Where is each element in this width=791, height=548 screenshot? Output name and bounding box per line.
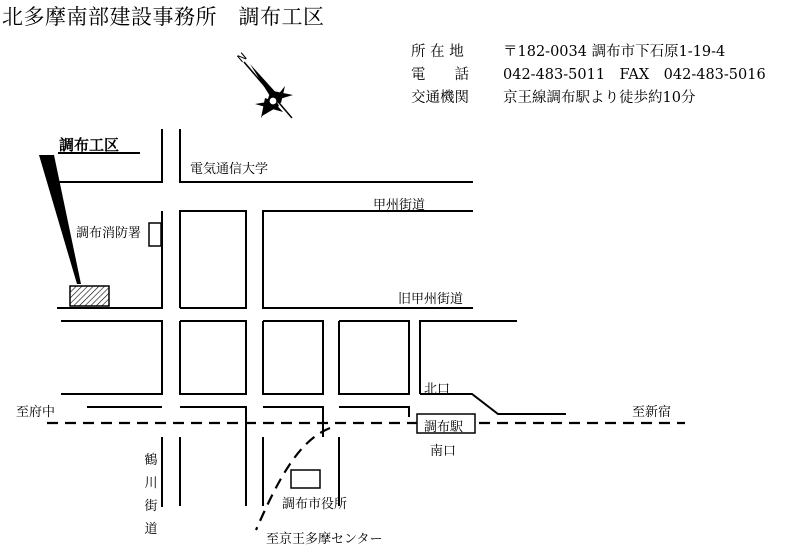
chofu-station-label: 調布駅 — [424, 420, 464, 435]
tsurukawa-char: 鶴 — [144, 453, 158, 468]
office-pointer — [39, 155, 81, 284]
to-fuchu-label: 至府中 — [16, 405, 56, 420]
city-hall-box — [291, 470, 320, 488]
north-letter: N — [234, 50, 250, 66]
tsurukawa-char: 道 — [144, 522, 158, 537]
city-hall-label: 調布市役所 — [282, 497, 348, 512]
to-shinjuku-label: 至新宿 — [632, 405, 672, 420]
compass-rose — [235, 50, 293, 118]
page-title: 北多摩南部建設事務所 調布工区 — [2, 5, 325, 29]
old-koshu-kaido-label: 旧甲州街道 — [398, 292, 464, 307]
koshu-kaido-label: 甲州街道 — [373, 198, 426, 213]
office-building — [70, 286, 109, 306]
transit-value: 京王線調布駅より徒歩約10分 — [503, 90, 696, 106]
north-exit-road — [420, 394, 566, 414]
road-segment — [339, 407, 409, 417]
transit-label: 交通機関 — [411, 90, 469, 106]
uec-label: 電気通信大学 — [190, 162, 269, 177]
city-block — [180, 211, 246, 308]
city-block — [339, 321, 409, 394]
city-block — [263, 321, 323, 394]
phone-label: 電 話 — [411, 67, 469, 83]
south-exit-label: 南口 — [430, 444, 457, 459]
tsurukawa-char: 街 — [144, 499, 158, 514]
phone-value: 042-483-5011 FAX 042-483-5016 — [503, 67, 766, 83]
tsurukawa-kaido-label — [142, 449, 160, 541]
city-block — [61, 321, 162, 394]
address-value: 〒182-0034 調布市下石原1-19-4 — [503, 44, 726, 60]
fire-station-label: 調布消防署 — [76, 226, 142, 241]
north-exit-label: 北口 — [424, 382, 451, 397]
tsurukawa-char: 川 — [144, 476, 158, 491]
road-lines — [57, 129, 566, 507]
address-label: 所 在 地 — [411, 44, 464, 60]
city-block — [180, 321, 246, 394]
to-keio-tama-center-label: 至京王多摩センター — [266, 532, 383, 547]
office-label: 調布工区 — [59, 136, 120, 154]
fire-station-box — [149, 223, 161, 246]
